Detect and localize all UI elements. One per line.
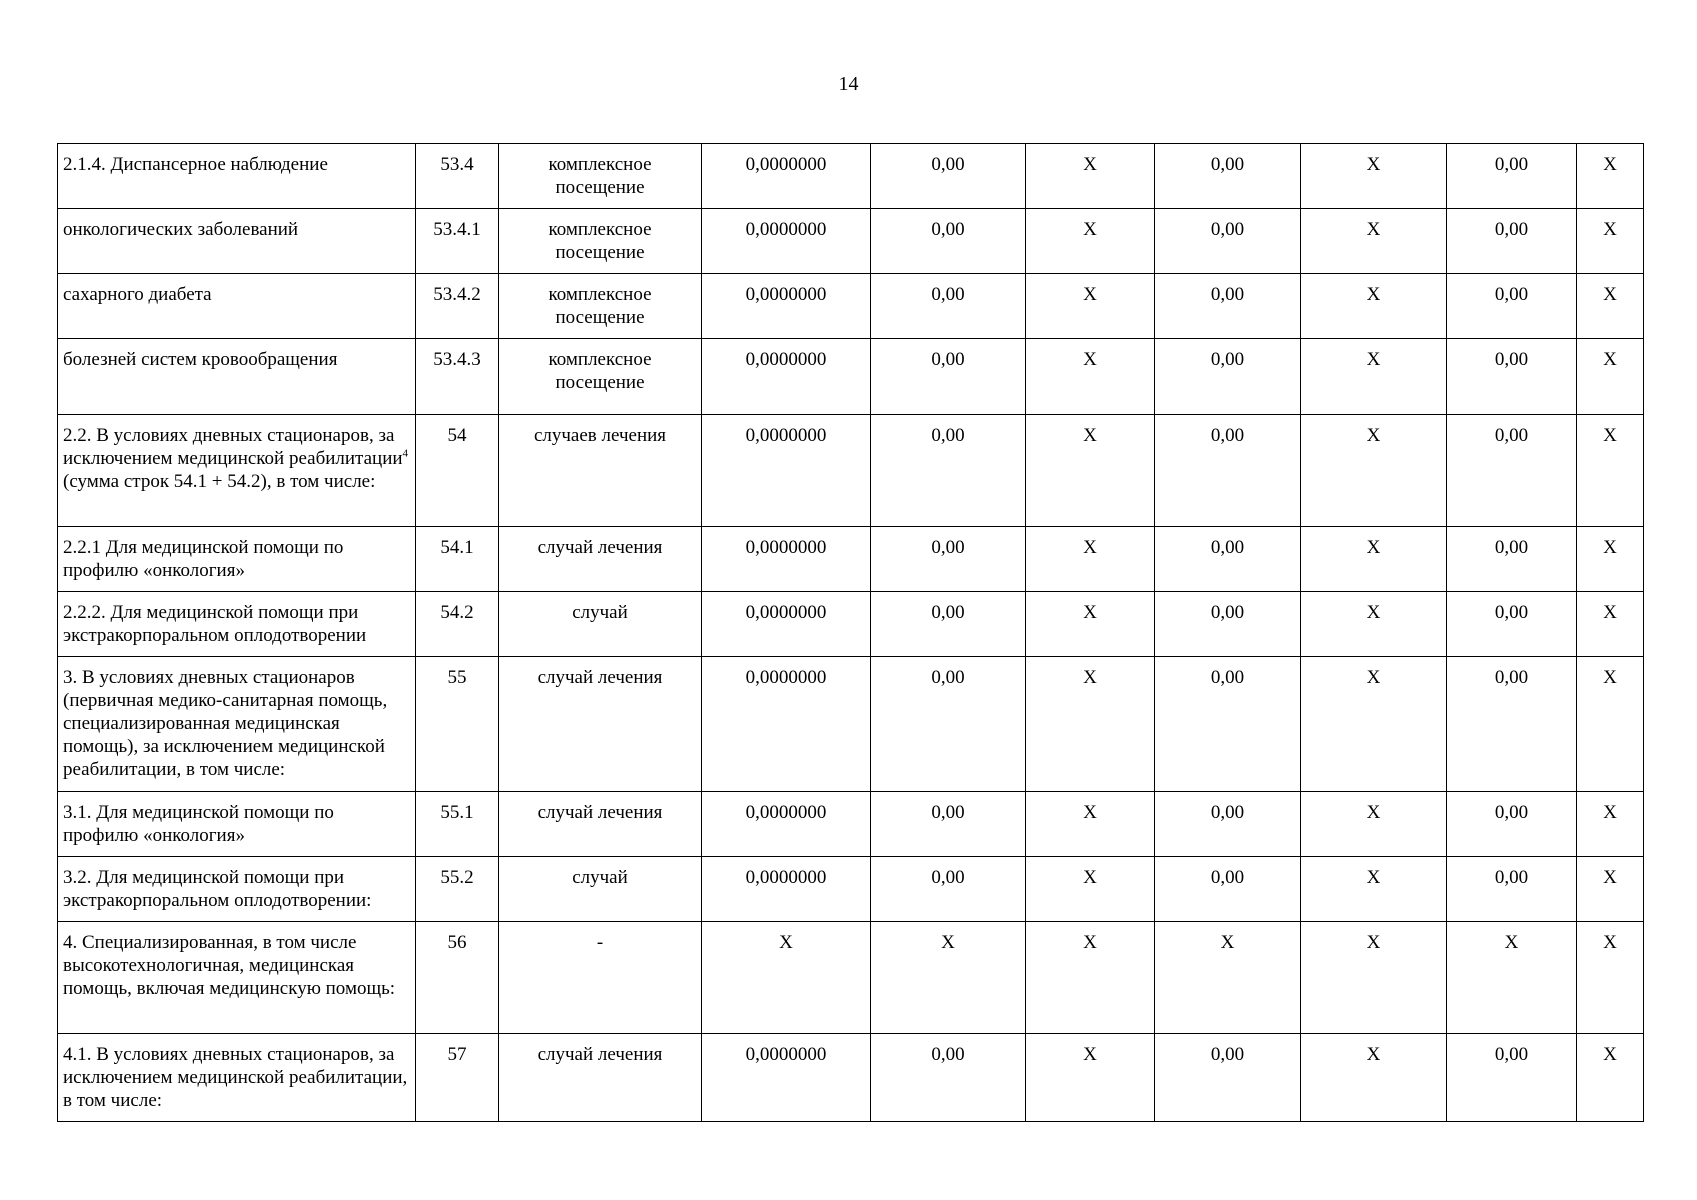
row-value-5: X [1301,274,1447,339]
row-name: 2.1.4. Диспансерное наблюдение [63,154,328,175]
row-value-3: X [1026,274,1155,339]
table-row [58,592,1644,657]
table-row [58,209,1644,274]
table-row [58,527,1644,592]
row-value-2: 0,00 [871,339,1026,415]
row-code: 55 [416,657,499,792]
row-name-cell [58,209,416,274]
row-name-cell [58,339,416,415]
row-value-3: X [1026,592,1155,657]
row-value-2: 0,00 [871,274,1026,339]
row-value-7: X [1577,592,1644,657]
row-value-5: X [1301,922,1447,1034]
row-value-4: 0,00 [1155,144,1301,209]
row-unit: комплексное посещение [499,209,702,274]
row-value-7: X [1577,857,1644,922]
row-unit: - [499,922,702,1034]
row-name: 2.2.1 Для медицинской помощи по профилю «онкология» [63,537,344,581]
row-value-7: X [1577,1034,1644,1122]
row-value-5: X [1301,592,1447,657]
row-name: 4.1. В условиях дневных стационаров, за исключением медицинской реабилитации, в том числе: [63,1044,408,1111]
row-value-3: X [1026,209,1155,274]
row-value-5: X [1301,144,1447,209]
row-value-4: 0,00 [1155,857,1301,922]
row-value-3: X [1026,857,1155,922]
row-name: 2.2. В условиях дневных стационаров, за исключением медицинской реабилитации [63,425,403,469]
row-name-cell [58,415,416,527]
row-code: 54 [416,415,499,527]
row-unit: случаев лечения [499,415,702,527]
row-value-5: X [1301,527,1447,592]
row-code: 55.1 [416,792,499,857]
footnote-ref: 4 [402,447,409,460]
row-value-1: 0,0000000 [702,792,871,857]
row-value-4: 0,00 [1155,1034,1301,1122]
row-name: онкологических заболеваний [63,219,299,240]
row-value-4: 0,00 [1155,274,1301,339]
row-value-5: X [1301,339,1447,415]
table-row [58,339,1644,415]
row-value-6: 0,00 [1447,527,1577,592]
row-value-3: X [1026,922,1155,1034]
row-value-6: 0,00 [1447,657,1577,792]
row-value-5: X [1301,792,1447,857]
row-value-7: X [1577,922,1644,1034]
row-value-7: X [1577,527,1644,592]
row-value-5: X [1301,415,1447,527]
row-value-6: 0,00 [1447,792,1577,857]
row-value-4: 0,00 [1155,339,1301,415]
data-table [57,143,1644,1122]
row-value-2: 0,00 [871,857,1026,922]
row-value-6: X [1447,922,1577,1034]
row-name-cell [58,857,416,922]
row-value-6: 0,00 [1447,857,1577,922]
row-value-1: 0,0000000 [702,1034,871,1122]
row-value-4: 0,00 [1155,657,1301,792]
row-value-1: 0,0000000 [702,209,871,274]
row-value-2: 0,00 [871,657,1026,792]
row-name-cell [58,792,416,857]
row-value-2: 0,00 [871,592,1026,657]
row-value-5: X [1301,857,1447,922]
table-row [58,415,1644,527]
table-row [58,657,1644,792]
row-value-4: 0,00 [1155,527,1301,592]
row-value-1: 0,0000000 [702,592,871,657]
row-name-cell [58,144,416,209]
row-name-cell [58,1034,416,1122]
row-value-3: X [1026,415,1155,527]
row-unit: случай [499,592,702,657]
row-unit: комплексное посещение [499,144,702,209]
table-row [58,274,1644,339]
row-value-4: 0,00 [1155,792,1301,857]
row-name-tail: (сумма строк 54.1 + 54.2), в том числе: [63,471,376,492]
row-value-1: 0,0000000 [702,857,871,922]
row-value-7: X [1577,339,1644,415]
row-value-5: X [1301,209,1447,274]
row-code: 53.4 [416,144,499,209]
row-unit: случай лечения [499,527,702,592]
row-unit: случай [499,857,702,922]
row-value-1: 0,0000000 [702,527,871,592]
row-name: сахарного диабета [63,284,212,305]
row-code: 57 [416,1034,499,1122]
row-value-7: X [1577,274,1644,339]
row-code: 56 [416,922,499,1034]
table-row [58,144,1644,209]
row-value-3: X [1026,792,1155,857]
row-value-1: 0,0000000 [702,339,871,415]
row-name-cell [58,527,416,592]
row-value-6: 0,00 [1447,144,1577,209]
row-value-4: 0,00 [1155,209,1301,274]
row-code: 54.1 [416,527,499,592]
row-value-2: X [871,922,1026,1034]
page-number: 14 [838,73,859,95]
row-value-2: 0,00 [871,527,1026,592]
row-unit: случай лечения [499,792,702,857]
row-code: 53.4.1 [416,209,499,274]
row-name: 3. В условиях дневных стационаров (первичная медико-санитарная помощь, специализированная медицинская помощь), за исключением медицинской реабилитации, в том числе: [63,667,388,780]
row-value-7: X [1577,792,1644,857]
row-value-6: 0,00 [1447,592,1577,657]
row-value-7: X [1577,657,1644,792]
row-value-7: X [1577,209,1644,274]
row-code: 55.2 [416,857,499,922]
row-value-3: X [1026,339,1155,415]
row-unit: случай лечения [499,657,702,792]
table-row [58,792,1644,857]
row-value-1: 0,0000000 [702,144,871,209]
row-value-1: 0,0000000 [702,274,871,339]
row-value-7: X [1577,144,1644,209]
row-value-3: X [1026,657,1155,792]
row-name: болезней систем кровообращения [63,349,338,370]
row-unit: комплексное посещение [499,274,702,339]
row-value-6: 0,00 [1447,274,1577,339]
table-row [58,922,1644,1034]
row-name-cell [58,922,416,1034]
row-unit: случай лечения [499,1034,702,1122]
row-name: 3.1. Для медицинской помощи по профилю «онкология» [63,802,334,846]
row-code: 53.4.2 [416,274,499,339]
row-name: 4. Специализированная, в том числе высокотехнологичная, медицинская помощь, включая медицинскую помощь: [63,932,396,999]
row-value-2: 0,00 [871,209,1026,274]
row-value-1: X [702,922,871,1034]
row-value-2: 0,00 [871,1034,1026,1122]
row-value-1: 0,0000000 [702,415,871,527]
table-row [58,1034,1644,1122]
row-value-4: 0,00 [1155,415,1301,527]
row-value-6: 0,00 [1447,209,1577,274]
row-value-2: 0,00 [871,144,1026,209]
row-value-1: 0,0000000 [702,657,871,792]
row-value-3: X [1026,527,1155,592]
row-value-3: X [1026,144,1155,209]
row-value-2: 0,00 [871,415,1026,527]
row-value-6: 0,00 [1447,1034,1577,1122]
row-value-6: 0,00 [1447,339,1577,415]
row-name: 2.2.2. Для медицинской помощи при экстракорпоральном оплодотворении [63,602,367,646]
row-value-5: X [1301,657,1447,792]
row-name-cell [58,592,416,657]
row-name-cell [58,657,416,792]
row-code: 54.2 [416,592,499,657]
row-name: 3.2. Для медицинской помощи при экстракорпоральном оплодотворении: [63,867,372,911]
row-value-4: 0,00 [1155,592,1301,657]
row-unit: комплексное посещение [499,339,702,415]
row-value-3: X [1026,1034,1155,1122]
row-code: 53.4.3 [416,339,499,415]
row-value-7: X [1577,415,1644,527]
row-value-2: 0,00 [871,792,1026,857]
row-value-4: X [1155,922,1301,1034]
row-name-cell [58,274,416,339]
row-value-5: X [1301,1034,1447,1122]
row-value-6: 0,00 [1447,415,1577,527]
table-row [58,857,1644,922]
